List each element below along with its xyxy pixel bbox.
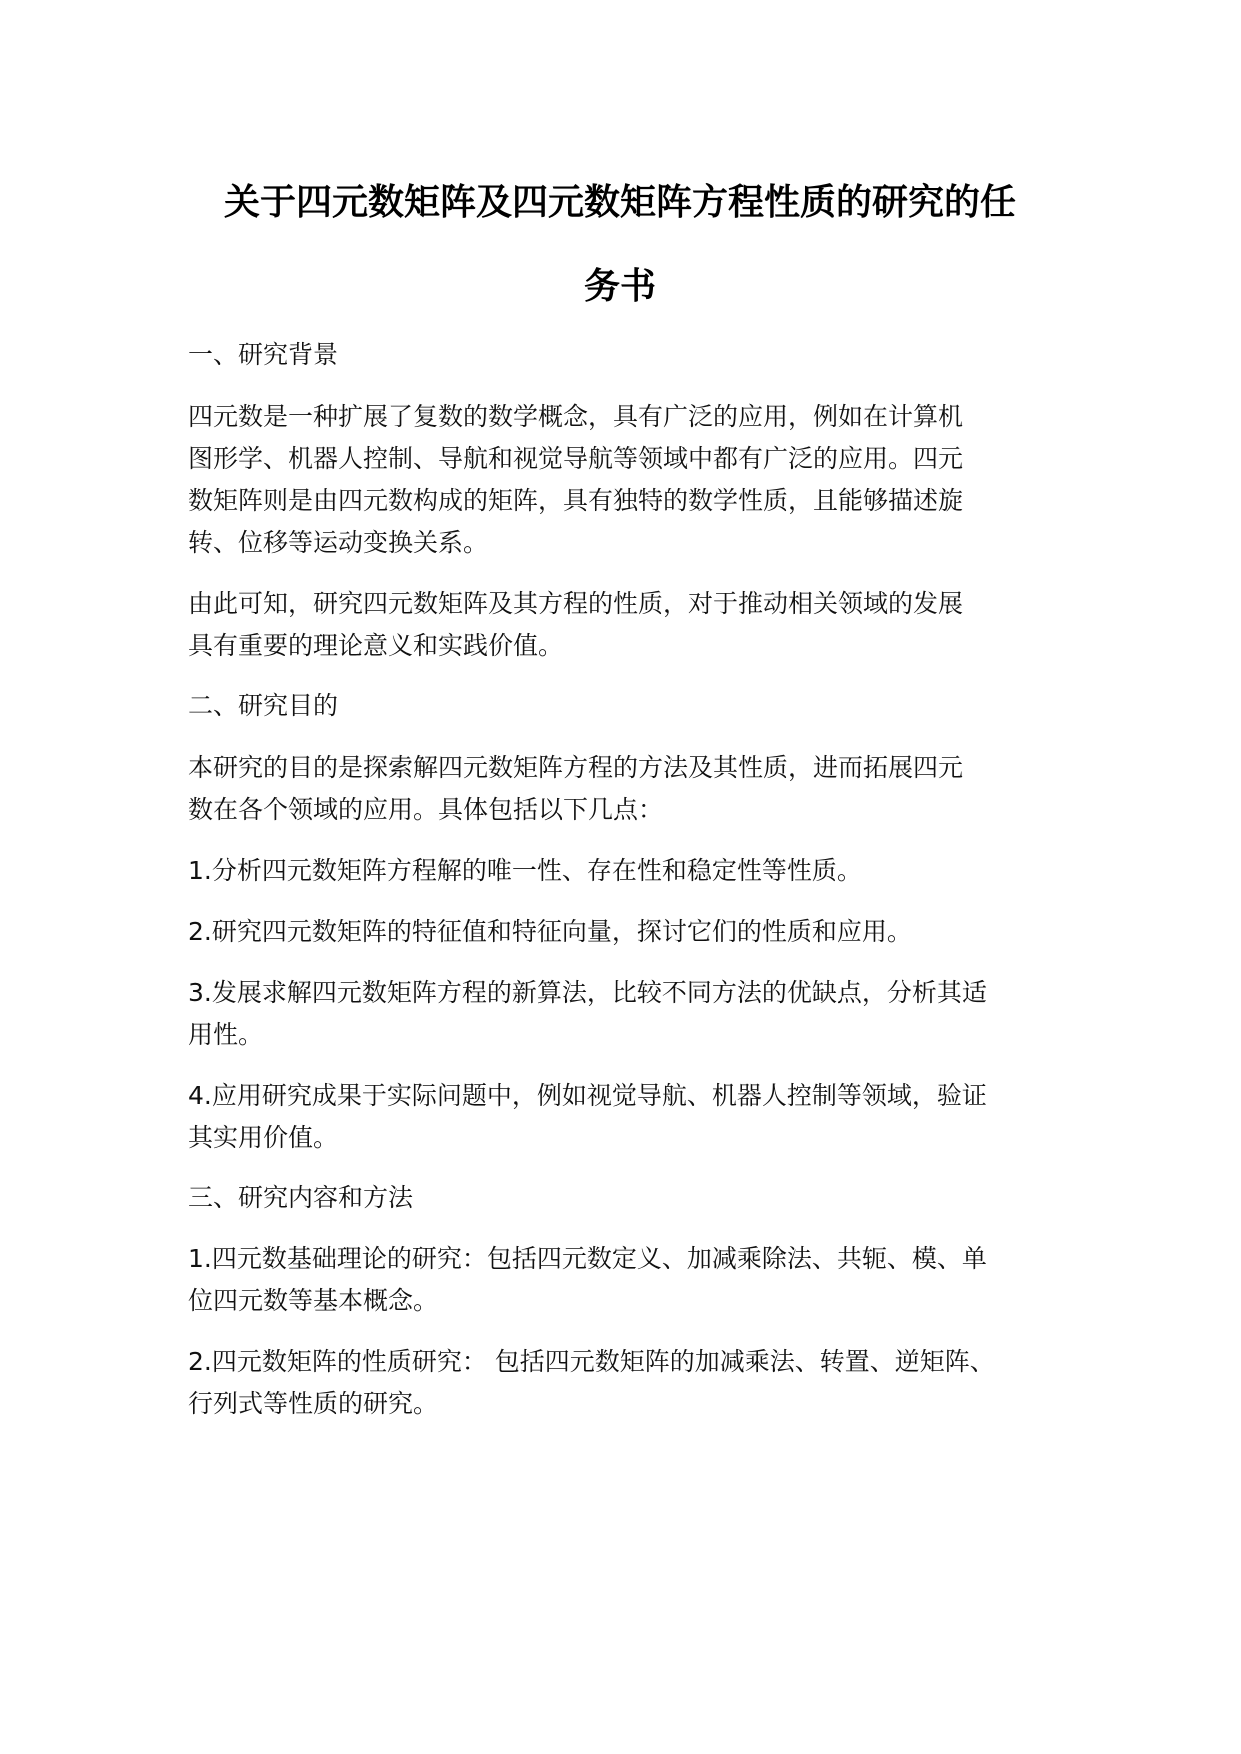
section-heading-background: 一、研究背景 <box>188 340 339 369</box>
list-item: 4.应用研究成果于实际问题中，例如视觉导航、机器人控制等领域，验证 <box>188 1081 987 1110</box>
list-item: 2.四元数矩阵的性质研究： 包括四元数矩阵的加减乘法、转置、逆矩阵、 <box>188 1347 995 1376</box>
document-title-line-2: 务书 <box>583 266 656 307</box>
list-item-continuation: 位四元数等基本概念。 <box>188 1286 439 1315</box>
document-title-line-1: 关于四元数矩阵及四元数矩阵方程性质的研究的任 <box>223 182 1016 223</box>
paragraph-line: 本研究的目的是探索解四元数矩阵方程的方法及其性质，进而拓展四元 <box>188 753 964 782</box>
paragraph-line: 四元数是一种扩展了复数的数学概念，具有广泛的应用，例如在计算机 <box>188 402 964 431</box>
paragraph-line: 数矩阵则是由四元数构成的矩阵，具有独特的数学性质，且能够描述旋 <box>188 486 964 515</box>
list-item: 2.研究四元数矩阵的特征值和特征向量，探讨它们的性质和应用。 <box>188 917 912 946</box>
list-item: 1.四元数基础理论的研究：包括四元数定义、加减乘除法、共轭、模、单 <box>188 1244 987 1273</box>
list-item-continuation: 行列式等性质的研究。 <box>188 1389 439 1418</box>
paragraph-line: 由此可知，研究四元数矩阵及其方程的性质，对于推动相关领域的发展 <box>188 589 964 618</box>
list-item: 1.分析四元数矩阵方程解的唯一性、存在性和稳定性等性质。 <box>188 856 862 885</box>
section-heading-purpose: 二、研究目的 <box>188 691 339 720</box>
paragraph-line: 转、位移等运动变换关系。 <box>188 528 489 557</box>
paragraph-line: 数在各个领域的应用。具体包括以下几点： <box>188 795 664 824</box>
list-item-continuation: 用性。 <box>188 1020 264 1049</box>
section-heading-methods: 三、研究内容和方法 <box>188 1183 414 1212</box>
paragraph-line: 具有重要的理论意义和实践价值。 <box>188 631 564 660</box>
paragraph-line: 图形学、机器人控制、导航和视觉导航等领域中都有广泛的应用。四元 <box>188 444 964 473</box>
list-item: 3.发展求解四元数矩阵方程的新算法，比较不同方法的优缺点，分析其适 <box>188 978 987 1007</box>
list-item-continuation: 其实用价值。 <box>188 1123 339 1152</box>
